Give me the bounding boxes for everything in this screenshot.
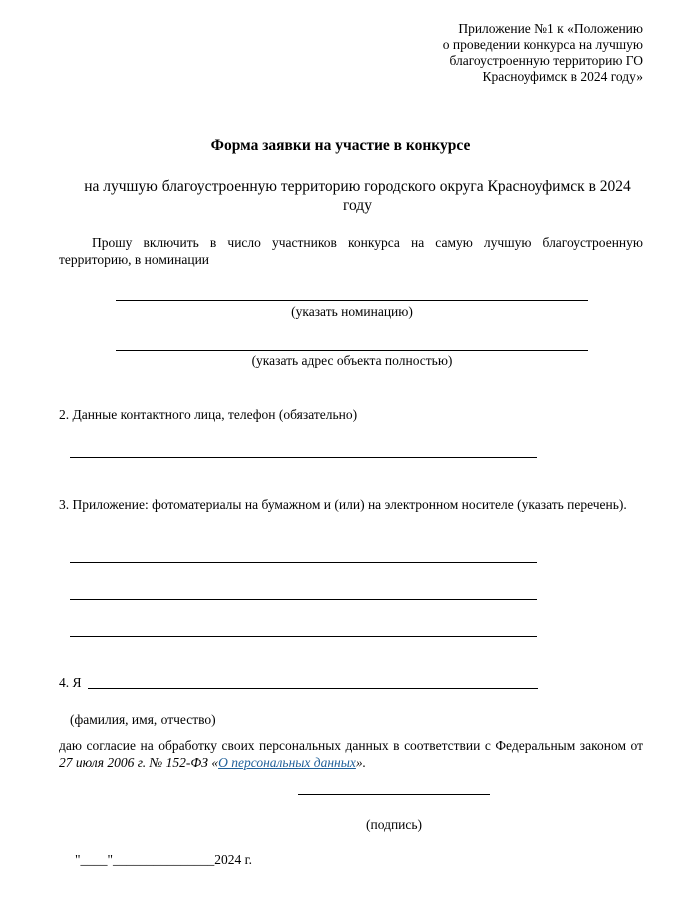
address-caption: (указать адрес объекта полностью): [251, 353, 453, 368]
section-4-prefix: 4. Я: [59, 675, 82, 690]
date-day-blank[interactable]: ____: [80, 852, 108, 867]
form-title: Форма заявки на участие в конкурсе: [210, 137, 471, 154]
attachment-line-1[interactable]: [70, 562, 537, 563]
nomination-line[interactable]: [116, 300, 588, 301]
section-3-heading: 3. Приложение: фотоматериалы на бумажном и (или) на электронном носителе (указать перечень).: [59, 497, 627, 512]
attachment-line-3[interactable]: [70, 636, 537, 637]
appendix-line-4: Красноуфимск в 2024 году»: [482, 69, 643, 84]
date-month-blank[interactable]: _______________: [113, 852, 215, 867]
appendix-line-3: благоустроенную территорию ГО: [449, 53, 643, 68]
fio-caption: (фамилия, имя, отчество): [70, 712, 216, 727]
date-field: [75, 851, 252, 868]
appendix-header: [403, 21, 643, 85]
request-paragraph: Прошу включить в число участников конкурса на самую лучшую благоустроенную территорию, в номинации: [59, 235, 643, 267]
fio-line[interactable]: [88, 688, 538, 689]
form-subtitle: на лучшую благоустроенную территорию городского округа Красноуфимск в 2024 году: [84, 178, 631, 214]
section-2-heading: 2. Данные контактного лица, телефон (обязательно): [59, 407, 358, 422]
nomination-caption: (указать номинацию): [291, 304, 413, 319]
contact-line[interactable]: [70, 457, 537, 458]
consent-text: даю согласие на обработку своих персональных данных в соответствии с Федеральным законом от: [59, 738, 643, 753]
law-reference-end: ».: [355, 755, 367, 770]
appendix-line-1: Приложение №1 к «Положению: [458, 21, 643, 36]
address-line[interactable]: [116, 350, 588, 351]
signature-caption: (подпись): [366, 817, 423, 832]
consent-paragraph: [59, 737, 643, 771]
law-reference: 27 июля 2006 г. № 152-ФЗ «: [59, 755, 219, 770]
signature-line[interactable]: [298, 794, 490, 795]
law-link[interactable]: О персональных данных: [218, 755, 356, 770]
date-year: 2024 г.: [214, 852, 253, 867]
attachment-line-2[interactable]: [70, 599, 537, 600]
date-close-quote: ": [107, 852, 114, 867]
date-open-quote: ": [75, 852, 81, 867]
appendix-line-2: о проведении конкурса на лучшую: [442, 37, 643, 52]
